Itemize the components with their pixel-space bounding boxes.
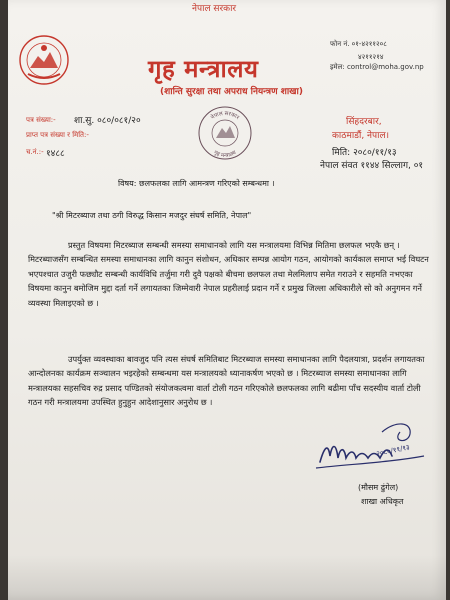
phone-number: फोन नं. ०१-४२११२०८ bbox=[330, 40, 387, 48]
recipient-name: "श्री मिटरब्याज तथा ठगी विरुद्ध किसान मजदुर संघर्ष समिति, नेपाल" bbox=[52, 211, 252, 220]
patra-sankhya-label: पत्र संख्या:- bbox=[26, 116, 56, 124]
signatory-name: (मौसम ढुंगेल) bbox=[358, 483, 399, 492]
prapta-patra-label: प्राप्त पत्र संख्या र मिति:- bbox=[26, 131, 89, 139]
section-name: (शान्ति सुरक्षा तथा अपराध नियन्त्रण शाखा) bbox=[160, 87, 303, 97]
signatory-role: शाखा अधिकृत bbox=[361, 497, 404, 506]
letter-date: मिति: २०८०/११/१३ bbox=[332, 148, 397, 158]
body-paragraph-1 bbox=[28, 238, 430, 310]
office-city: काठमाडौं, नेपाल। bbox=[332, 131, 390, 141]
body-paragraph-2 bbox=[28, 352, 430, 410]
office-place: सिंहदरबार, bbox=[346, 117, 382, 127]
ministry-title: गृह मन्त्रालय bbox=[148, 55, 259, 83]
government-name: नेपाल सरकार bbox=[192, 4, 237, 14]
body-paragraph-2-text: उपर्युक्त व्यवस्थाका बावजुद पनि त्यस संघर्ष समितिबाट मिटरब्याज समस्या समाधानका लागि पैदलयात्रा, प्रदर्शन लगायतका आन्दोलनका कार्यक्रम सञ्चालन भइरहेको सम्बन्धमा यस मन्त्रालयको ध्यानाकर्षण भएको छ । मिटरब्याज समस्या समाधानका लागि मन्त्रालयका सहसचिव रुद्र प्रसाद पण्डितको संयोजकत्वमा वार्ता टोली गठन गरिएकोले छलफलका लागि बढीमा पाँच सदस्यीय वार्ता टोली गठन गरी मन्त्रालयमा उपस्थित हुनुहुन आदेशानुसार अनुरोध छ । bbox=[28, 354, 425, 408]
patra-sankhya-value: शा.सु. ०८०/०८१/२० bbox=[74, 116, 141, 126]
handwritten-signature bbox=[312, 412, 432, 478]
chalani-value: १४८८ bbox=[46, 149, 65, 159]
phone-number-alt: ४२११२१४ bbox=[358, 53, 384, 61]
chalani-label: च.नं.:- bbox=[26, 148, 44, 156]
ministry-seal-stamp bbox=[196, 104, 254, 162]
page-shadow bbox=[8, 555, 446, 600]
body-paragraph-1-text: प्रस्तुत विषयमा मिटरब्याज सम्बन्धी समस्या समाधानको लागि यस मन्त्रालयमा विभिन्न मितिमा छलफल भएकै छन् । मिटरब्याजसँग सम्बन्धित समस्या समाधानका लागि कानुन संशोधन, अधिकार सम्पन्न आयोग गठन, आयोगको कार्यकाल समाप्त भई विघटन भएपश्चात उजुरी फछ्यौट सम्बन्धी कार्यविधि तर्जुमा गरी दुवै पक्षको बीचमा छलफल तथा मेलमिलाप समेत गराउने र सहमति नभएका विषयमा कानुन बमोजिम मुद्दा दर्ता गर्ने लगायतका जिम्मेवारी नेपाल प्रहरीलाई प्रदान गर्ने र प्रमुख जिल्ला अधिकारीले सो को अनुगमन गर्ने व्यवस्था मिलाइएको छ । bbox=[28, 240, 429, 308]
signature-date: २०८०/११/१३ bbox=[375, 443, 411, 459]
email-address: इमेल: control@moha.gov.np bbox=[330, 63, 424, 71]
government-emblem-icon bbox=[18, 34, 70, 86]
nepal-samvat-date: नेपाल संवत ११४४ सिल्लाग, ०१ bbox=[320, 161, 424, 171]
subject-line: विषय: छलफलका लागि आमन्त्रण गरिएको सम्बन्धमा । bbox=[118, 179, 275, 188]
seal-bottom-text: गृह मन्त्रालय bbox=[212, 149, 238, 160]
seal-top-text: नेपाल सरकार bbox=[210, 110, 240, 122]
